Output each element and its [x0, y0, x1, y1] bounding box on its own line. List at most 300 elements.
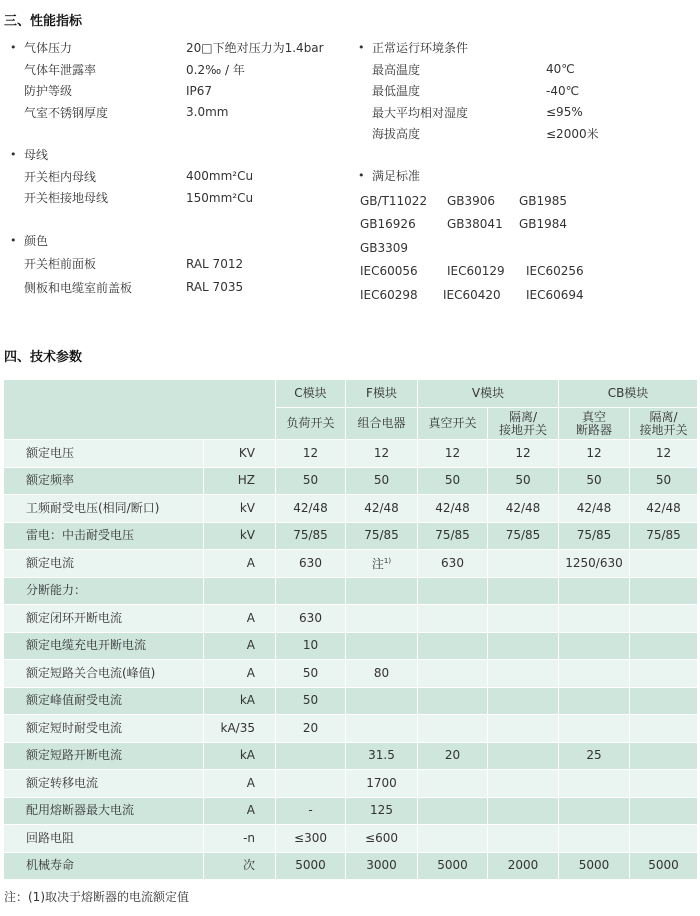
table-body [4, 440, 698, 880]
cell-text: 20 [444, 748, 461, 763]
value-cell [418, 605, 488, 633]
module-header-v: V模块 [418, 380, 559, 408]
unit-cell [204, 825, 276, 853]
subheader-line: 隔离/ [649, 409, 678, 424]
spec-label: 气体年泄露率 [24, 62, 97, 77]
bullet-icon: • [358, 41, 365, 55]
cell-text: 125 [370, 803, 393, 818]
spec-value: ≤95% [546, 105, 583, 120]
cell-text: 42/48 [293, 500, 328, 515]
cell-text: 20 [302, 720, 319, 735]
cell-text: 注 [371, 557, 384, 572]
table-row [4, 797, 698, 825]
cell-text: 额定电流 [26, 555, 75, 570]
value-cell [630, 825, 698, 853]
table-row [4, 467, 698, 495]
performance-left-column [10, 37, 324, 298]
value-cell [559, 467, 630, 495]
value-cell [488, 825, 559, 853]
value-cell [488, 742, 559, 770]
parameter-cell [4, 495, 204, 523]
parameter-cell [4, 852, 204, 880]
cell-text: 75/85 [505, 528, 541, 543]
value-cell [276, 440, 346, 468]
spec-value: RAL 7012 [186, 256, 244, 271]
standard-code: GB/T11022 [360, 193, 428, 208]
cell-text: A [246, 638, 255, 653]
subheader-line: 断路器 [575, 422, 612, 437]
cell-text: 分断能力： [26, 583, 87, 598]
value-cell [559, 550, 630, 578]
value-cell [276, 495, 346, 523]
standard-code: IEC60298 [360, 287, 418, 302]
cell-text: A [246, 665, 255, 680]
cell-text: 5000 [437, 858, 468, 873]
value-cell [559, 605, 630, 633]
bullet-icon: • [10, 41, 17, 55]
standard-code: IEC60129 [447, 264, 505, 279]
value-cell [418, 797, 488, 825]
unit-cell [204, 797, 276, 825]
unit-cell [204, 440, 276, 468]
cell-text: 12 [515, 445, 531, 460]
section4-title: 四、技术参数 [4, 350, 83, 365]
table-row [4, 825, 698, 853]
value-cell [488, 770, 559, 798]
subheader-line: 真空 [581, 409, 606, 424]
cell-text: 75/85 [435, 528, 470, 543]
standards-row [360, 260, 584, 284]
spec-item [10, 187, 324, 209]
standard-code: GB1984 [519, 217, 568, 232]
cell-text: A [246, 610, 255, 625]
spec-label: 最高温度 [372, 62, 421, 77]
cell-text: 5000 [578, 858, 610, 873]
value-cell [276, 825, 346, 853]
value-cell [488, 522, 559, 550]
value-cell [346, 742, 418, 770]
parameter-cell [4, 577, 204, 605]
spec-item [10, 102, 324, 124]
standards-list [360, 189, 584, 307]
bullet-icon: • [358, 168, 365, 182]
cell-text: 雷电：中击耐受电压 [26, 528, 135, 543]
table-row [4, 495, 698, 523]
value-cell [346, 467, 418, 495]
cell-text: 75/85 [364, 528, 399, 543]
value-cell [346, 632, 418, 660]
cell-text: 75/85 [646, 528, 681, 543]
subheader-cell: 组合电器 [346, 408, 418, 440]
cell-text: 5000 [295, 858, 326, 873]
parameter-cell [4, 770, 204, 798]
standard-code: IEC60056 [360, 264, 418, 279]
subheader-cell [630, 408, 698, 440]
cell-text: 10 [302, 638, 319, 653]
environment-column [358, 37, 599, 186]
cell-text: 75/85 [576, 528, 612, 543]
spec-label: 开关柜前面板 [24, 257, 97, 272]
cell-text: 1700 [366, 775, 397, 790]
table-row [4, 632, 698, 660]
value-cell [559, 522, 630, 550]
value-cell [630, 715, 698, 743]
value-cell [346, 605, 418, 633]
cell-text: 42/48 [576, 500, 612, 515]
gas-pressure-heading: 气体压力 [24, 41, 73, 56]
unit-cell [204, 522, 276, 550]
spec-item [10, 166, 324, 188]
bullet-icon: • [10, 233, 17, 247]
cell-text: 42/48 [505, 500, 541, 515]
cell-text: kV [239, 528, 255, 543]
parameter-cell [4, 742, 204, 770]
table-row [4, 742, 698, 770]
cell-text: ≤600 [365, 830, 398, 845]
cell-text: 次 [242, 858, 255, 873]
color-heading-row [10, 230, 324, 252]
unit-cell [204, 852, 276, 880]
cell-text: 额定电缆充电开断电流 [26, 638, 147, 653]
value-cell [630, 440, 698, 468]
cell-text: 42/48 [364, 500, 399, 515]
value-cell [559, 742, 630, 770]
value-cell [630, 550, 698, 578]
cell-text: 12 [302, 445, 319, 460]
cell-text: HZ [237, 473, 255, 488]
value-cell [488, 797, 559, 825]
value-cell [276, 467, 346, 495]
spec-item [10, 59, 324, 81]
value-cell [276, 770, 346, 798]
standards-row [360, 189, 584, 213]
cell-text: 2000 [507, 858, 539, 873]
standard-code: IEC60694 [526, 287, 584, 302]
value-cell [488, 715, 559, 743]
value-cell [559, 577, 630, 605]
value-cell [488, 852, 559, 880]
value-cell [276, 577, 346, 605]
value-cell [630, 522, 698, 550]
standards-heading-row [358, 165, 599, 187]
parameter-cell [4, 467, 204, 495]
cell-text: 12 [655, 445, 672, 460]
value-cell [346, 715, 418, 743]
value-cell [418, 467, 488, 495]
value-cell [488, 660, 559, 688]
value-cell [630, 605, 698, 633]
value-cell [276, 852, 346, 880]
spec-label: 开关柜接地母线 [24, 191, 109, 206]
value-cell [488, 440, 559, 468]
value-cell [559, 632, 630, 660]
module-header-c: C模块 [276, 380, 346, 408]
value-cell [276, 687, 346, 715]
subheader-cell: 真空开关 [418, 408, 488, 440]
parameter-cell [4, 715, 204, 743]
table-header-row [4, 380, 698, 408]
table-row [4, 550, 698, 578]
value-cell [630, 577, 698, 605]
standard-code: GB3906 [447, 193, 496, 208]
footnote: 注：(1)取决于熔断器的电流额定值 [4, 890, 189, 904]
value-cell [488, 577, 559, 605]
value-cell [418, 715, 488, 743]
unit-cell [204, 715, 276, 743]
value-cell [276, 797, 346, 825]
cell-text: -n [243, 830, 255, 845]
cell-text: 12 [444, 445, 461, 460]
value-cell [418, 687, 488, 715]
value-cell [346, 660, 418, 688]
subheader-cell [559, 408, 630, 440]
gas-pressure-value: 20□下绝对压力为1.4bar [186, 41, 324, 56]
parameter-cell [4, 605, 204, 633]
value-cell [418, 440, 488, 468]
unit-cell [204, 550, 276, 578]
standard-code: IEC60420 [443, 287, 501, 302]
cell-text: kV [239, 500, 255, 515]
value-cell [418, 550, 488, 578]
table-row [4, 852, 698, 880]
value-cell [346, 577, 418, 605]
value-cell [346, 495, 418, 523]
spec-value: 0.2‰ / 年 [186, 62, 245, 77]
cell-text: 630 [441, 555, 464, 570]
cell-text: 配用熔断器最大电流 [26, 803, 135, 818]
cell-text: 50 [373, 473, 390, 488]
cell-text: 80 [373, 665, 390, 680]
unit-cell [204, 660, 276, 688]
table-row [4, 605, 698, 633]
spec-value: 150mm²Cu [186, 190, 254, 205]
value-cell [346, 770, 418, 798]
value-cell [630, 660, 698, 688]
environment-heading-row [358, 37, 599, 59]
subheader-cell [488, 408, 559, 440]
value-cell [276, 742, 346, 770]
cell-text: 50 [302, 473, 319, 488]
value-cell [418, 495, 488, 523]
standards-heading: 满足标准 [372, 168, 421, 183]
standards-row [360, 283, 584, 307]
cell-text: ≤300 [294, 830, 327, 845]
value-cell [418, 852, 488, 880]
cell-text: 630 [299, 555, 322, 570]
section3-title: 三、性能指标 [4, 14, 83, 29]
spec-item [10, 80, 324, 102]
cell-text: 50 [655, 473, 672, 488]
cell-text: 额定频率 [26, 473, 75, 488]
color-heading: 颜色 [24, 233, 49, 248]
footnote-ref: 1) [383, 557, 392, 566]
spec-label: 气室不锈钢厚度 [24, 105, 109, 120]
value-cell [559, 797, 630, 825]
table-row [4, 440, 698, 468]
cell-text: kA [239, 693, 255, 708]
cell-text: 42/48 [646, 500, 681, 515]
parameter-cell [4, 797, 204, 825]
value-cell [418, 770, 488, 798]
cell-text: 额定转移电流 [26, 775, 99, 790]
busbar-heading-row [10, 144, 324, 166]
cell-text: 额定峰值耐受电流 [26, 693, 123, 708]
cell-text: A [246, 803, 255, 818]
spec-label: 最低温度 [372, 84, 421, 99]
value-cell [276, 605, 346, 633]
cell-text: A [246, 555, 255, 570]
cell-text: 75/85 [293, 528, 328, 543]
table-row [4, 687, 698, 715]
value-cell [488, 550, 559, 578]
spec-label: 开关柜内母线 [24, 169, 97, 184]
value-cell [418, 742, 488, 770]
busbar-heading: 母线 [24, 148, 49, 163]
standards-row [360, 213, 584, 237]
value-cell [488, 687, 559, 715]
value-cell [630, 797, 698, 825]
spec-label: 海拔高度 [372, 127, 421, 142]
parameter-cell [4, 660, 204, 688]
spec-value: 400mm²Cu [186, 169, 254, 184]
spec-item [358, 123, 599, 145]
value-cell [418, 660, 488, 688]
value-cell [346, 440, 418, 468]
cell-text: 3000 [366, 858, 397, 873]
value-cell [559, 715, 630, 743]
value-cell [488, 632, 559, 660]
spec-value: -40℃ [546, 83, 580, 98]
cell-text: kA [239, 748, 255, 763]
value-cell [559, 660, 630, 688]
cell-text: 额定短时耐受电流 [26, 720, 123, 735]
spec-item [358, 80, 599, 102]
standard-code: GB16926 [360, 217, 416, 232]
cell-text: 50 [302, 665, 319, 680]
cell-text: 12 [586, 445, 602, 460]
unit-cell [204, 467, 276, 495]
subheader-line: 隔离/ [508, 409, 538, 424]
cell-text: 12 [373, 445, 390, 460]
cell-text: - [308, 803, 313, 818]
parameter-cell [4, 550, 204, 578]
spec-value: RAL 7035 [186, 280, 244, 295]
parameter-cell [4, 632, 204, 660]
unit-cell [204, 770, 276, 798]
value-cell [559, 852, 630, 880]
subheader-cell: 负荷开关 [276, 408, 346, 440]
table-row [4, 715, 698, 743]
cell-text: 工频耐受电压(相同/断口) [26, 500, 160, 515]
standard-code: GB3309 [360, 240, 409, 255]
cell-text: 额定闭环开断电流 [26, 610, 123, 625]
value-cell [276, 660, 346, 688]
header-blank-cell [4, 380, 276, 440]
parameter-cell [4, 522, 204, 550]
standard-code: GB38041 [447, 217, 503, 232]
cell-text: 50 [515, 473, 531, 488]
spec-label: 最大平均相对湿度 [372, 105, 469, 120]
subheader-line: 接地开关 [498, 422, 547, 437]
subheader-line: 接地开关 [639, 422, 688, 437]
cell-text: 42/48 [435, 500, 470, 515]
value-cell [488, 495, 559, 523]
standards-row [360, 236, 584, 260]
cell-text: 50 [302, 693, 319, 708]
spec-label: 防护等级 [24, 84, 73, 99]
spec-item [10, 277, 324, 299]
value-cell [276, 550, 346, 578]
table-row [4, 577, 698, 605]
value-cell [346, 687, 418, 715]
unit-cell [204, 632, 276, 660]
cell-text: 50 [444, 473, 461, 488]
value-cell [559, 687, 630, 715]
value-cell [630, 770, 698, 798]
unit-cell [204, 687, 276, 715]
cell-text: A [246, 775, 255, 790]
spec-label: 侧板和电缆室前盖板 [24, 280, 133, 295]
value-cell [346, 522, 418, 550]
parameter-cell [4, 687, 204, 715]
spec-value: ≤2000米 [546, 127, 599, 142]
value-cell [488, 605, 559, 633]
value-cell [630, 632, 698, 660]
cell-text: KV [238, 445, 255, 460]
value-cell [276, 632, 346, 660]
unit-cell [204, 577, 276, 605]
unit-cell [204, 605, 276, 633]
value-cell [559, 440, 630, 468]
cell-text: 25 [586, 748, 602, 763]
spec-value: 3.0mm [186, 105, 229, 120]
value-cell [630, 687, 698, 715]
value-cell [346, 852, 418, 880]
value-cell [559, 495, 630, 523]
cell-text: 额定短路开断电流 [26, 748, 123, 763]
cell-text: 回路电阻 [26, 830, 75, 845]
value-cell [346, 797, 418, 825]
standard-code: GB1985 [519, 193, 568, 208]
value-cell [630, 742, 698, 770]
module-header-f: F模块 [346, 380, 418, 408]
value-cell [630, 467, 698, 495]
table-row [4, 660, 698, 688]
value-cell [630, 852, 698, 880]
spec-value: 40℃ [546, 62, 575, 77]
value-cell [418, 825, 488, 853]
cell-text: 50 [586, 473, 602, 488]
value-cell [418, 632, 488, 660]
value-cell [418, 577, 488, 605]
value-cell [630, 495, 698, 523]
spec-item [358, 102, 599, 124]
environment-heading: 正常运行环境条件 [372, 41, 469, 56]
unit-cell [204, 742, 276, 770]
table-row [4, 522, 698, 550]
bullet-icon: • [10, 148, 17, 162]
cell-text: 额定电压 [26, 445, 75, 460]
cell-text: 额定短路关合电流(峰值) [26, 665, 156, 680]
standard-code: IEC60256 [526, 264, 584, 279]
value-cell [488, 467, 559, 495]
value-cell [276, 522, 346, 550]
spec-item [358, 59, 599, 81]
table-row [4, 770, 698, 798]
cell-text: 1250/630 [565, 555, 623, 570]
parameter-cell [4, 825, 204, 853]
value-cell [346, 825, 418, 853]
